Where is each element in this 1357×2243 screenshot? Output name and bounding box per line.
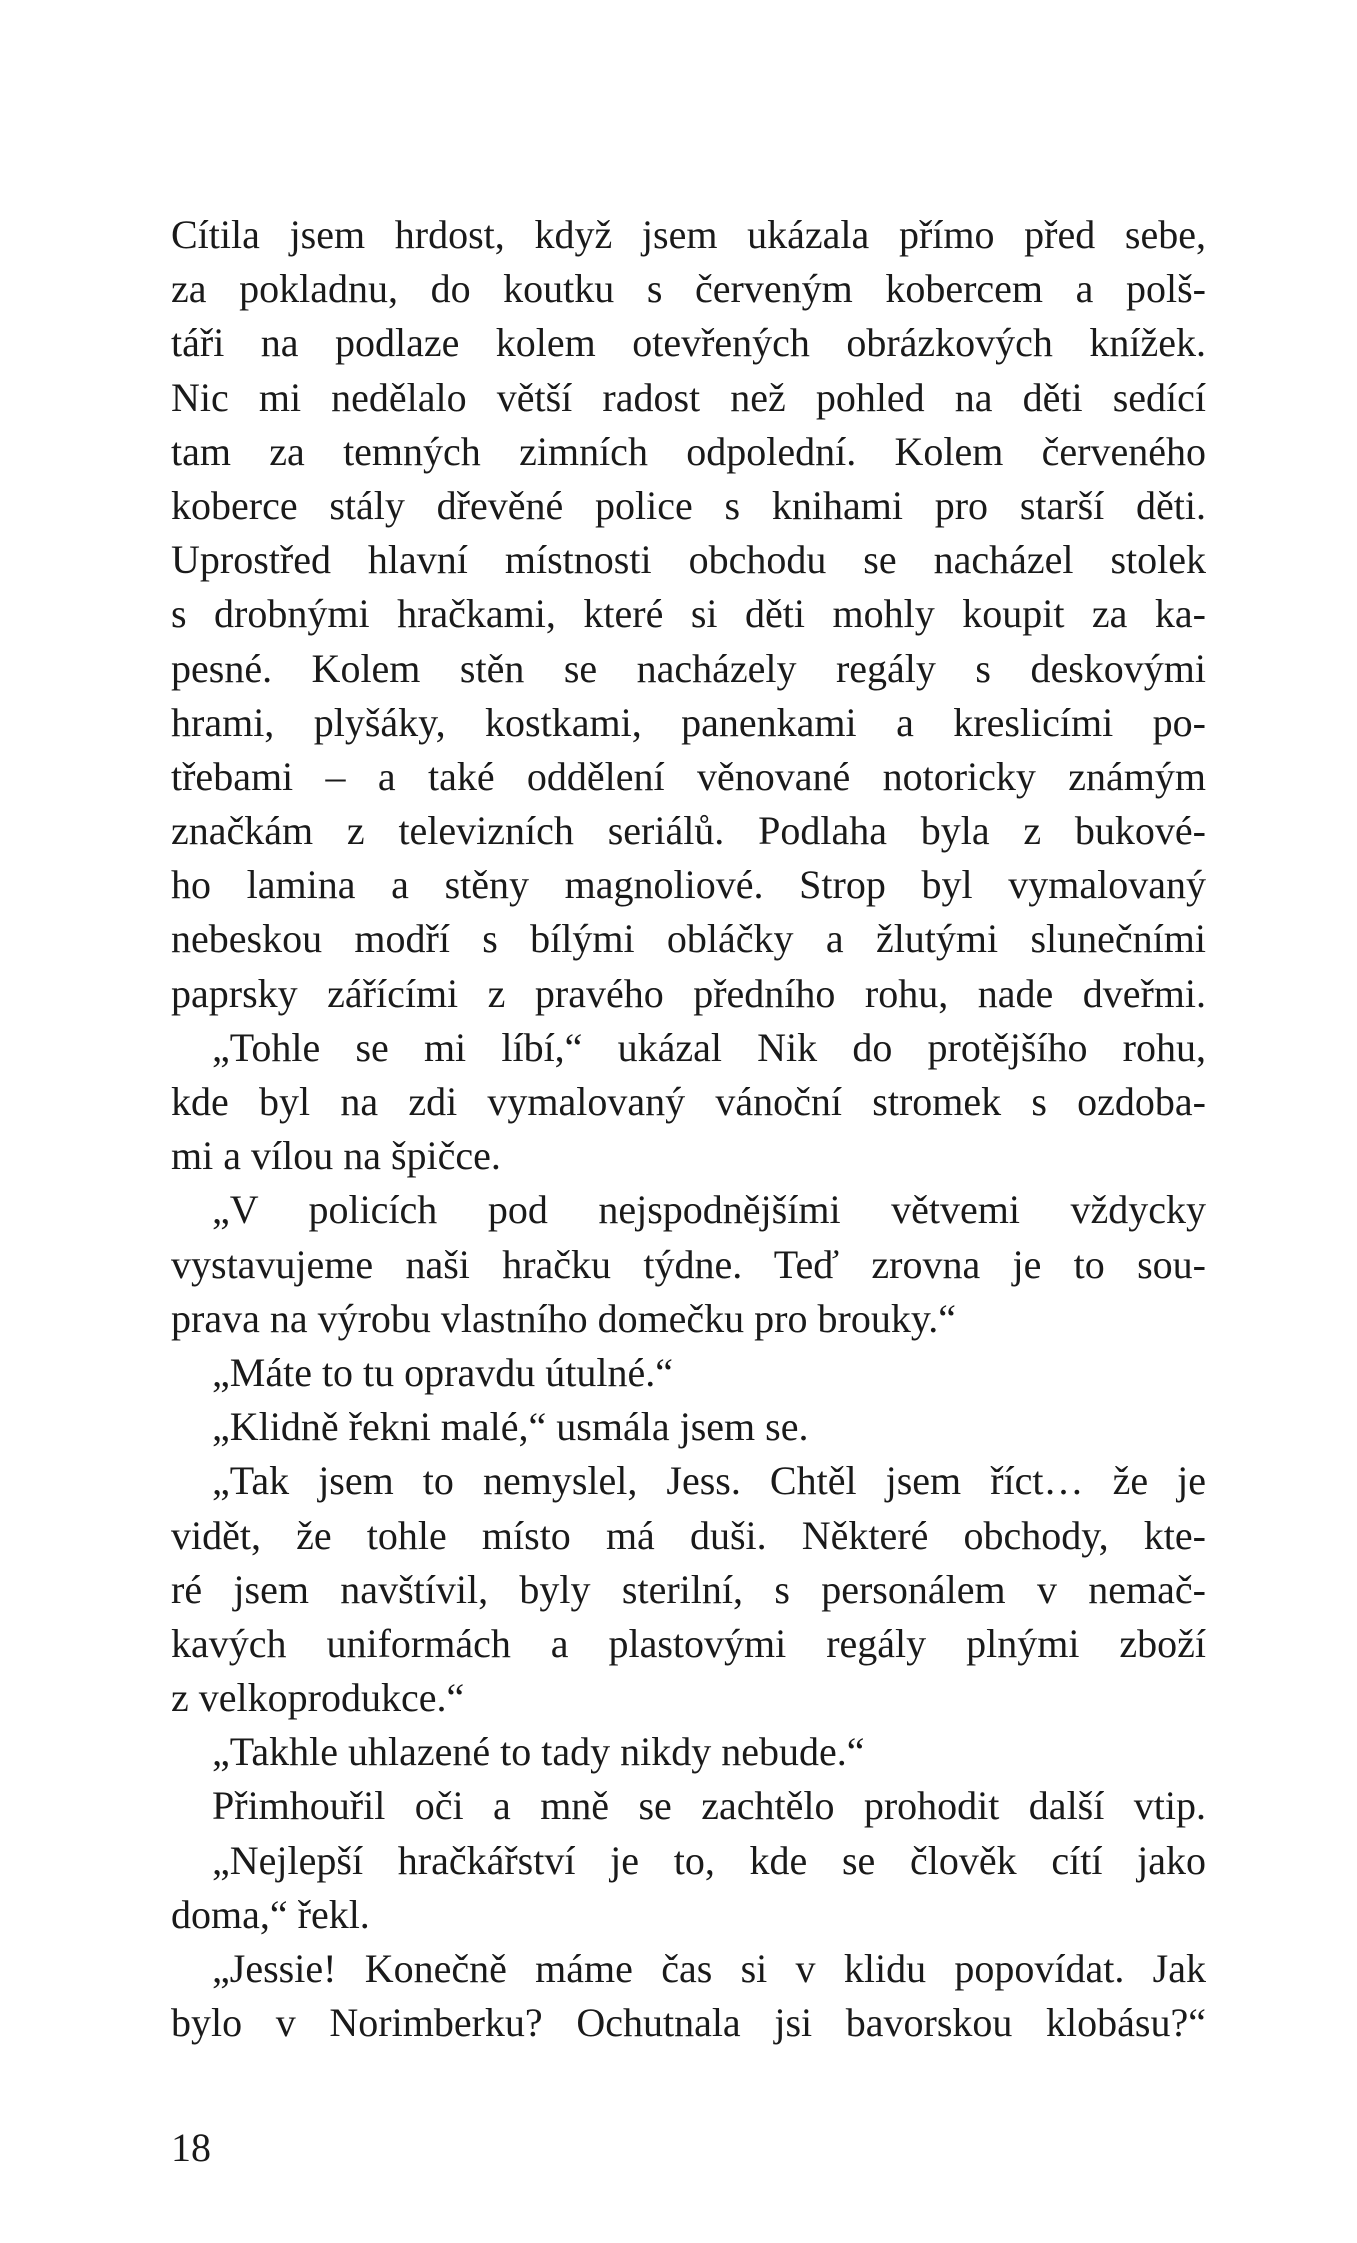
text-line: nebeskou modří s bílými obláčky a žlutými slunečními — [171, 916, 1206, 962]
text-line: Cítila jsem hrdost, když jsem ukázala přímo před sebe, — [171, 212, 1206, 257]
text-line: „Jessie! Konečně máme čas si v klidu popovídat. Jak — [212, 1946, 1206, 1991]
text-line: táři na podlaze kolem otevřených obrázkových knížek. — [171, 320, 1206, 366]
text-line: pesné. Kolem stěn se nacházely regály s deskovými — [171, 645, 1206, 691]
text-line: Přimhouřil oči a mně se zachtělo prohodit další vtip. — [212, 1783, 1206, 1829]
text-line: „Máte to tu opravdu útulné.“ — [212, 1349, 673, 1395]
text-line: „Tak jsem to nemyslel, Jess. Chtěl jsem říct… že je — [212, 1458, 1206, 1504]
text-line: doma,“ řekl. — [171, 1891, 370, 1937]
text-line: vystavujeme naši hračku týdne. Teď zrovna je to sou- — [171, 1241, 1206, 1287]
text-line: bylo v Norimberku? Ochutnala jsi bavorskou klobásu?“ — [171, 2000, 1206, 2046]
text-line: prava na výrobu vlastního domečku pro brouky.“ — [171, 1295, 956, 1341]
text-line: ré jsem navštívil, byly sterilní, s personálem v nemač- — [171, 1566, 1206, 1612]
page-number: 18 — [171, 2125, 211, 2170]
text-line: kavých uniformách a plastovými regály plnými zboží — [171, 1620, 1206, 1666]
text-line: za pokladnu, do koutku s červeným kobercem a polš- — [171, 266, 1206, 312]
text-line: ho lamina a stěny magnoliové. Strop byl vymalovaný — [171, 862, 1206, 908]
text-line: koberce stály dřevěné police s knihami pro starší děti. — [171, 482, 1206, 528]
text-line: třebami – a také oddělení věnované notoricky známým — [171, 753, 1206, 799]
text-line: Uprostřed hlavní místnosti obchodu se nacházel stolek — [171, 537, 1206, 583]
text-line: paprsky zářícími z pravého předního rohu, nade dveřmi. — [171, 970, 1206, 1016]
text-line: tam za temných zimních odpolední. Kolem červeného — [171, 428, 1206, 474]
text-line: „Takhle uhlazené to tady nikdy nebude.“ — [212, 1729, 865, 1775]
text-line: z velkoprodukce.“ — [171, 1675, 465, 1721]
text-line: Nic mi nedělalo větší radost než pohled na děti sedící — [171, 374, 1206, 420]
text-line: „Klidně řekni malé,“ usmála jsem se. — [212, 1404, 809, 1450]
text-line: „Nejlepší hračkářství je to, kde se člověk cítí jako — [212, 1837, 1206, 1883]
text-line: vidět, že tohle místo má duši. Některé obchody, kte- — [171, 1512, 1206, 1558]
text-line: kde byl na zdi vymalovaný vánoční stromek s ozdoba- — [171, 1079, 1206, 1124]
body-text — [171, 208, 1206, 2050]
text-line: „Tohle se mi líbí,“ ukázal Nik do protějšího rohu, — [212, 1024, 1206, 1070]
text-line: s drobnými hračkami, které si děti mohly koupit za ka- — [171, 591, 1206, 637]
text-line: hrami, plyšáky, kostkami, panenkami a kreslicími po- — [171, 699, 1206, 745]
text-line: „V policích pod nejspodnějšími větvemi vždycky — [212, 1187, 1206, 1233]
text-line: značkám z televizních seriálů. Podlaha byla z bukové- — [171, 808, 1206, 854]
text-line: mi a vílou na špičce. — [171, 1133, 501, 1179]
